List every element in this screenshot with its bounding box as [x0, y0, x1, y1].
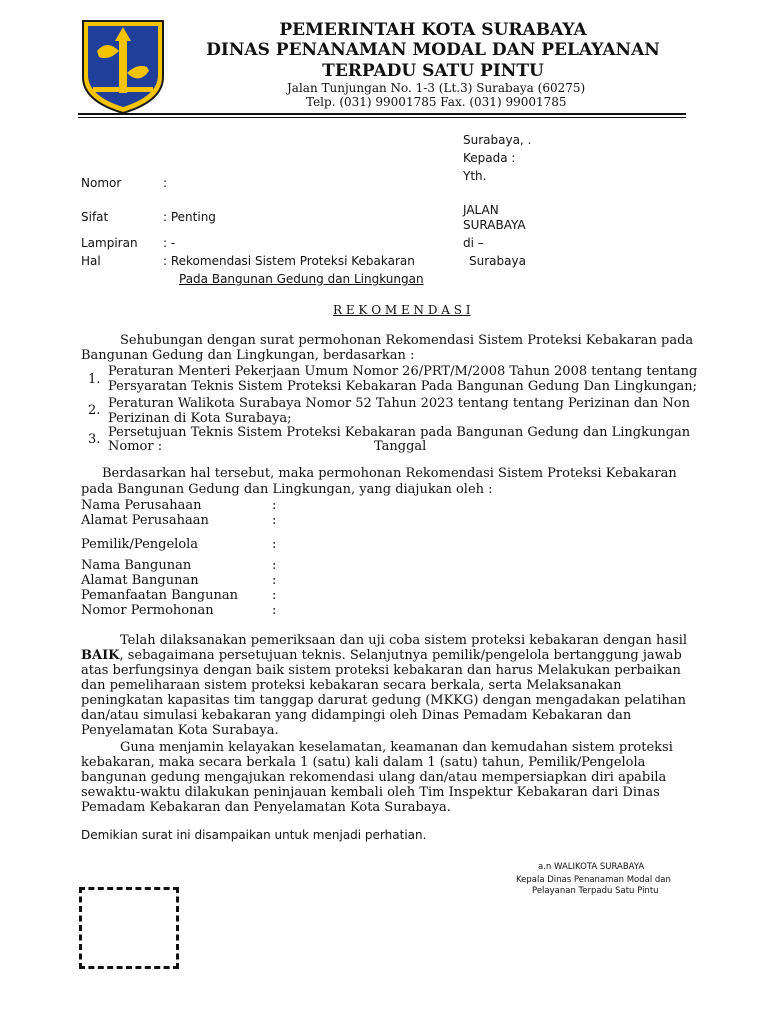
intro-line-1: Sehubungan dengan surat permohonan Rekomendasi Sistem Proteksi Kebakaran pada — [120, 333, 694, 348]
hal-value: : Rekomendasi Sistem Proteksi Kebakaran — [163, 254, 415, 268]
header-address: Jalan Tunjungan No. 1-3 (Lt.3) Surabaya (60275) — [287, 81, 586, 95]
field-sep-company-address: : — [272, 513, 277, 528]
surabaya-coat-of-arms-logo — [79, 17, 167, 116]
signature-line-1: a.n WALIKOTA SURABAYA — [538, 862, 645, 872]
para1-line-4: dan pemeliharaan sistem proteksi kebakaran secara berkala, serta Melaksanakan — [81, 678, 622, 693]
para1-line-1: Telah dilaksanakan pemeriksaan dan uji coba sistem proteksi kebakaran dengan hasil — [120, 633, 688, 648]
hal-label: Hal — [81, 254, 101, 268]
header-agency: DINAS PENANAMAN MODAL DAN PELAYANAN — [206, 40, 660, 60]
list-item-2-line-2: Perizinan di Kota Surabaya; — [108, 411, 292, 426]
recipient-di: di – — [463, 236, 484, 250]
list-item-3-line-1: Persetujuan Teknis Sistem Proteksi Kebakaran pada Bangunan Gedung dan Lingkungan — [108, 425, 691, 440]
list-item-1-line-1: Peraturan Menteri Pekerjaan Umum Nomor 26/PRT/M/2008 Tahun 2008 tentang tentang — [108, 364, 698, 379]
field-sep-building-use: : — [272, 588, 277, 603]
header-agency-2: TERPADU SATU PINTU — [322, 61, 544, 81]
para2-line-4: sewaktu-waktu dilakukan peninjauan kembali oleh Tim Inspektur Kebakaran dari Dinas — [81, 785, 660, 800]
para2-line-2: kebakaran, maka secara berkala 1 (satu) kali dalam 1 (satu) tahun, Pemilik/Pengelola — [81, 755, 646, 770]
field-sep-building-name: : — [272, 558, 277, 573]
list-number-3: 3. — [88, 432, 101, 447]
document-title: R E K O M E N D A S I — [333, 303, 471, 317]
list-number-1: 1. — [88, 372, 101, 387]
sifat-value: : Penting — [163, 210, 216, 224]
signature-line-2: Kepala Dinas Penanaman Modal dan — [516, 875, 671, 885]
intro-line-2: Bangunan Gedung dan Lingkungan, berdasarkan : — [81, 348, 415, 363]
field-label-building-address: Alamat Bangunan — [81, 573, 199, 588]
recipient-kepada: Kepada : — [463, 151, 516, 165]
list-item-3-tanggal: Tanggal — [374, 439, 427, 454]
closing-statement: Demikian surat ini disampaikan untuk menjadi perhatian. — [81, 828, 427, 842]
field-sep-application-number: : — [272, 603, 277, 618]
field-label-company-address: Alamat Perusahaan — [81, 513, 209, 528]
hal-value-2: Pada Bangunan Gedung dan Lingkungan — [179, 272, 424, 286]
field-sep-company-name: : — [272, 498, 277, 513]
letter-city-date: Surabaya, . — [463, 133, 532, 147]
field-sep-owner: : — [272, 537, 277, 552]
para1-line-2 — [81, 648, 682, 663]
header-divider-thin — [78, 117, 686, 118]
field-sep-building-address: : — [272, 573, 277, 588]
para2-line-5: Pemadam Kebakaran dan Penyelamatan Kota Surabaya. — [81, 800, 451, 815]
field-label-building-use: Pemanfaatan Bangunan — [81, 588, 238, 603]
list-item-3-nomor: Nomor : — [108, 439, 163, 454]
para2-line-1: Guna menjamin kelayakan keselamatan, keamanan dan kemudahan sistem proteksi — [120, 740, 673, 755]
field-label-owner: Pemilik/Pengelola — [81, 537, 199, 552]
result-baik: BAIK — [81, 648, 120, 663]
recipient-street: JALAN — [463, 203, 499, 217]
header-government: PEMERINTAH KOTA SURABAYA — [279, 20, 587, 40]
sifat-label: Sifat — [81, 210, 109, 224]
field-label-application-number: Nomor Permohonan — [81, 603, 214, 618]
list-number-2: 2. — [88, 403, 101, 418]
field-label-company-name: Nama Perusahaan — [81, 498, 202, 513]
lampiran-label: Lampiran — [81, 236, 138, 250]
nomor-separator: : — [163, 176, 168, 190]
para1-line-3: atas berfungsinya dengan baik sistem proteksi kebakaran dan harus Melakukan perbaikan — [81, 663, 681, 678]
recipient-place: Surabaya — [469, 254, 526, 268]
nomor-label: Nomor — [81, 176, 122, 190]
signature-line-3: Pelayanan Terpadu Satu Pintu — [532, 886, 659, 896]
recipient-yth: Yth. — [463, 169, 487, 183]
qr-code-placeholder — [79, 887, 179, 969]
header-divider — [78, 113, 686, 115]
lampiran-value: : - — [163, 236, 176, 250]
para1-line-5: peningkatan kapasitas tim tanggap darurat gedung (MKKG) dengan mengadakan pelatihan — [81, 693, 687, 708]
basis-line-2: pada Bangunan Gedung dan Lingkungan, yang diajukan oleh : — [81, 482, 493, 497]
para1-line-2-rest: , sebagaimana persetujuan teknis. Selanjutnya pemilik/pengelola bertanggung jawab — [119, 648, 682, 663]
header-phone: Telp. (031) 99001785 Fax. (031) 99001785 — [306, 95, 567, 109]
para2-line-3: bangunan gedung mengajukan rekomendasi ulang dan/atau mempersiapkan diri apabila — [81, 770, 667, 785]
list-item-2-line-1: Peraturan Walikota Surabaya Nomor 52 Tahun 2023 tentang tentang Perizinan dan Non — [108, 396, 690, 411]
para1-line-6: dan/atau simulasi kebakaran yang didampingi oleh Dinas Pemadam Kebakaran dan — [81, 708, 632, 723]
recipient-street-2: SURABAYA — [463, 218, 526, 232]
para1-line-7: Penyelamatan Kota Surabaya. — [81, 723, 279, 738]
field-label-building-name: Nama Bangunan — [81, 558, 192, 573]
list-item-1-line-2: Persyaratan Teknis Sistem Proteksi Kebakaran Pada Bangunan Gedung Dan Lingkungan; — [108, 379, 698, 394]
basis-line-1: Berdasarkan hal tersebut, maka permohonan Rekomendasi Sistem Proteksi Kebakaran — [102, 466, 677, 481]
